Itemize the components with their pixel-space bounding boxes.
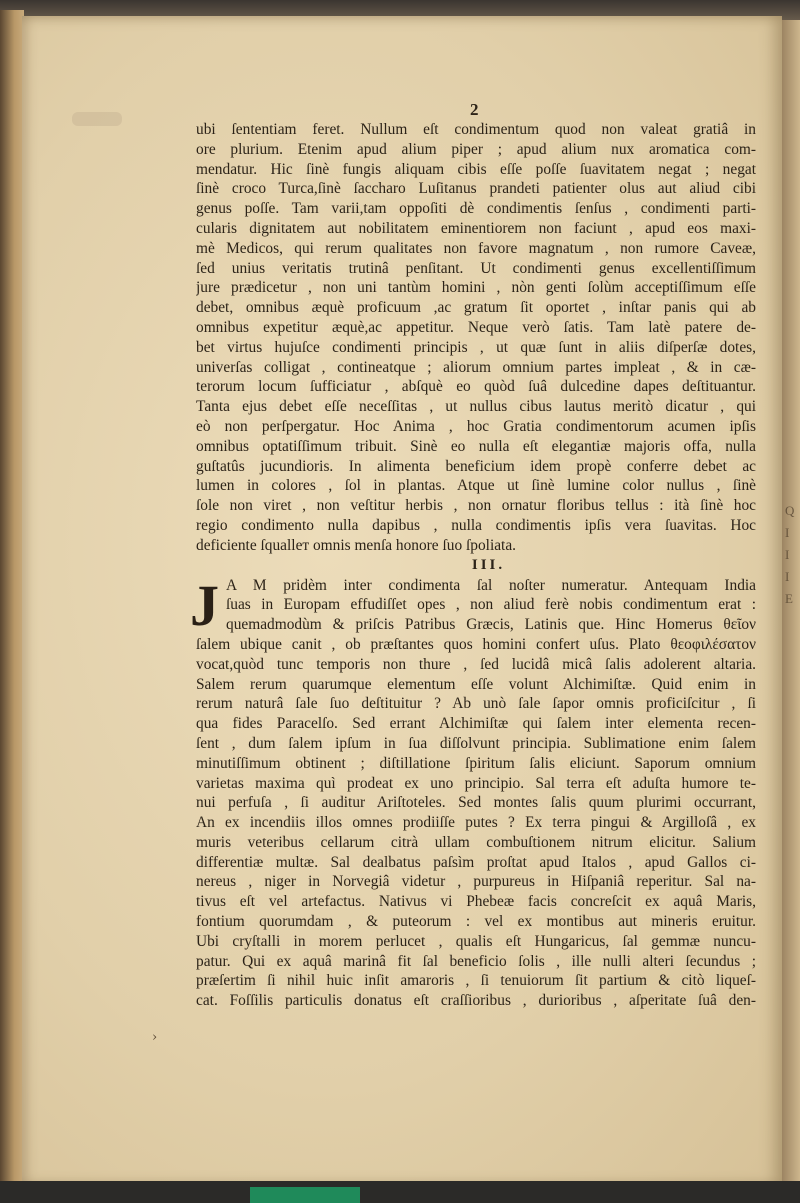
text-line: omnibus expetitur æquè,ac appetitur. Neque verò ſatis. Tam latè patere de- <box>196 318 756 336</box>
paragraph-2 <box>190 572 756 1012</box>
text-line: quemadmodùm & priſcis Patribus Græcis, Latinis que. Hinc Homerus θεῖον <box>226 616 756 634</box>
text-line: ore plurium. Etenim apud alium piper ; apud alium nux aromatica com- <box>196 140 756 158</box>
adjacent-page-glyphs: Q I I I E <box>785 503 795 606</box>
text-line: muris veteribus cellarum citrà ullam combuſtionem nitrum elicitur. Salium <box>196 833 756 851</box>
text-line: jure prædicetur , non uni tantùm homini , nòn genti ſolùm acceptiſſimum eſſe <box>196 279 756 297</box>
text-line: nui perfuſa , ſi auditur Ariſtoteles. Sed montes ſalis quum plurimi occurrant, <box>196 794 756 812</box>
scan-bottom-edge <box>0 1181 800 1203</box>
text-line: ſole non viret , non veſtitur herbis , non ornatur floribus tellus : ità ſinè hoc <box>196 497 756 515</box>
text-line: ſalem ubique canit , ob præſtantes quos homini confert uſus. Plato θεοφιλέσατον <box>196 635 756 653</box>
text-line: lumen in colores , ſol in plantas. Atque ut ſinè lumine color nullus , ſinè <box>196 477 756 495</box>
text-line: A M pridèm inter condimenta ſal noſter numeratur. Antequam India <box>226 576 756 594</box>
text-line: mè Medicos, qui rerum qualitates non favore magnatum , non rumore Caveæ, <box>196 239 756 257</box>
text-line: patur. Qui ex aquâ marinâ fit ſal beneficio ſolis , ille nulli alteri ſecundus ; <box>196 952 756 970</box>
text-line: qua fides Paracelſo. Sed errant Alchimiſtæ qui ſalem inter elementa recen- <box>196 715 756 733</box>
text-line: vocat,quòd tunc temporis non thure , ſed lucidâ micâ ſalis adolerent altaria. <box>196 655 756 673</box>
text-line: cularis dignitatem aut nobilitatem eminentiorem non faciunt , apud eos maxi- <box>196 219 756 237</box>
text-line: ſed unius veritatis trutinâ penſitant. Ut condimenti genus excellentiſſimum <box>196 259 756 277</box>
paragraph-1 <box>196 120 756 556</box>
page-number: 2 <box>470 100 479 119</box>
text-line: Salem rerum quarumque elementum eſſe volunt Alchimiſtæ. Quid enim in <box>196 675 756 693</box>
text-line: guſtatûs jucundioris. In alimenta beneficium idem propè conferre debet ac <box>196 457 756 475</box>
text-line: varietas maxima quì prodeat ex uno principio. Sal terra eſt aduſta humore te- <box>196 774 756 792</box>
stray-mark: › <box>152 1030 158 1045</box>
ink-smudge <box>72 112 122 126</box>
text-line: rerum naturâ ſale ſuo deſtituitur ? Ab unò ſale ſapor omnis proficiſcitur , ſi <box>196 695 756 713</box>
text-line: nereus , niger in Norvegiâ videtur , purpureus in Hiſpaniâ reperitur. Sal na- <box>196 873 756 891</box>
text-line: ſuas in Europam effudiſſet opes , non aliud ferè nobis condimentum erat : <box>226 596 756 614</box>
text-line: minutiſſimum obtinent ; diſtillatione ſpiritum ſalis eliciunt. Saporum omnium <box>196 754 756 772</box>
text-line: terorum locum ſufficiatur , abſquè eo quòd ſuâ dulcedine dapes deſtituantur. <box>196 378 756 396</box>
text-line: genus poſſe. Tam varii,tam oppoſiti dè condimentis ſenſus , condimenti parti- <box>196 200 756 218</box>
text-line: An ex incendiis illos omnes prodiiſſe putes ? Ex terra pingui & Argilloſâ , ex <box>196 814 756 832</box>
adjacent-page-edge <box>782 20 800 1185</box>
text-line: mendatur. Hic ſinè fungis aliquam cibis eſſe poſſe ſuavitatem negat ; negat <box>196 160 756 178</box>
book-spine-left <box>0 10 24 1190</box>
text-line: deficiente ſqualleт omnis menſa honore ſuo ſpoliata. <box>196 536 517 554</box>
text-line: præſertim ſi nihil huic inſit amaroris , ſi tenuiorum ſit partium & citò liqueſ- <box>196 972 756 990</box>
text-line: debet, omnibus æquè proficuum ,ac gratum ſit oportet , inſtar panis qui ab <box>196 299 756 317</box>
text-line: univerſas colligat , contineatque ; aliorum omnium partes impleat , & in cæ- <box>196 358 756 376</box>
text-line: Ubi cryſtalli in morem perlucet , qualis eſt Hungaricus, ſal gemmæ nuncu- <box>196 932 756 950</box>
text-line: fontium quorumdam , & puteorum : vel ex montibus aut mineris eruitur. <box>196 913 756 931</box>
text-line: ſent , dum ſalem ipſum in ſua diſſolvunt principia. Sublimatione enim ſalem <box>196 734 756 752</box>
body-text <box>190 120 756 1011</box>
text-line: eò non perſpergatur. Hoc Anima , hoc Gratia condimentorum acumen ipſis <box>196 417 756 435</box>
text-line: ubi ſententiam feret. Nullum eſt condimentum quod non valeat gratiâ in <box>196 121 756 138</box>
text-line: bet virtus hujuſce condimenti principis , ut quæ ſunt in aliis diſperſæ dotes, <box>196 338 756 356</box>
text-line: cat. Foſſilis particulis donatus eſt craſſioribus , durioribus , aſperitate ſuâ den- <box>196 992 756 1010</box>
text-line: Tanta ejus debet eſſe neceſſitas , ut nullus cibus lautus meritò dicatur , qui <box>196 398 756 416</box>
text-line: tivus eſt vel artefactus. Nativus vi Phebeæ facis concreſcit ex aquâ Maris, <box>196 893 756 911</box>
drop-cap: J <box>190 572 219 638</box>
text-line: omnibus optatiſſimum tribuit. Sinè eo nulla eſt elegantiæ majoris offa, nulla <box>196 437 756 455</box>
scan-color-strip <box>250 1187 360 1203</box>
text-line: regio condimento nulla dapibus , nulla condimentis ipſis vera ſuavitas. Hoc <box>196 516 756 534</box>
text-line: ſinè croco Turca,ſinè ſaccharo Luſitanus prandeti patienter olus aut aliud cibi <box>196 180 756 198</box>
section-heading: III. <box>471 556 506 573</box>
text-line: differentiæ multæ. Sal dealbatus paſsìm proſtat apud Italos , apud Gallos ci- <box>196 853 756 871</box>
